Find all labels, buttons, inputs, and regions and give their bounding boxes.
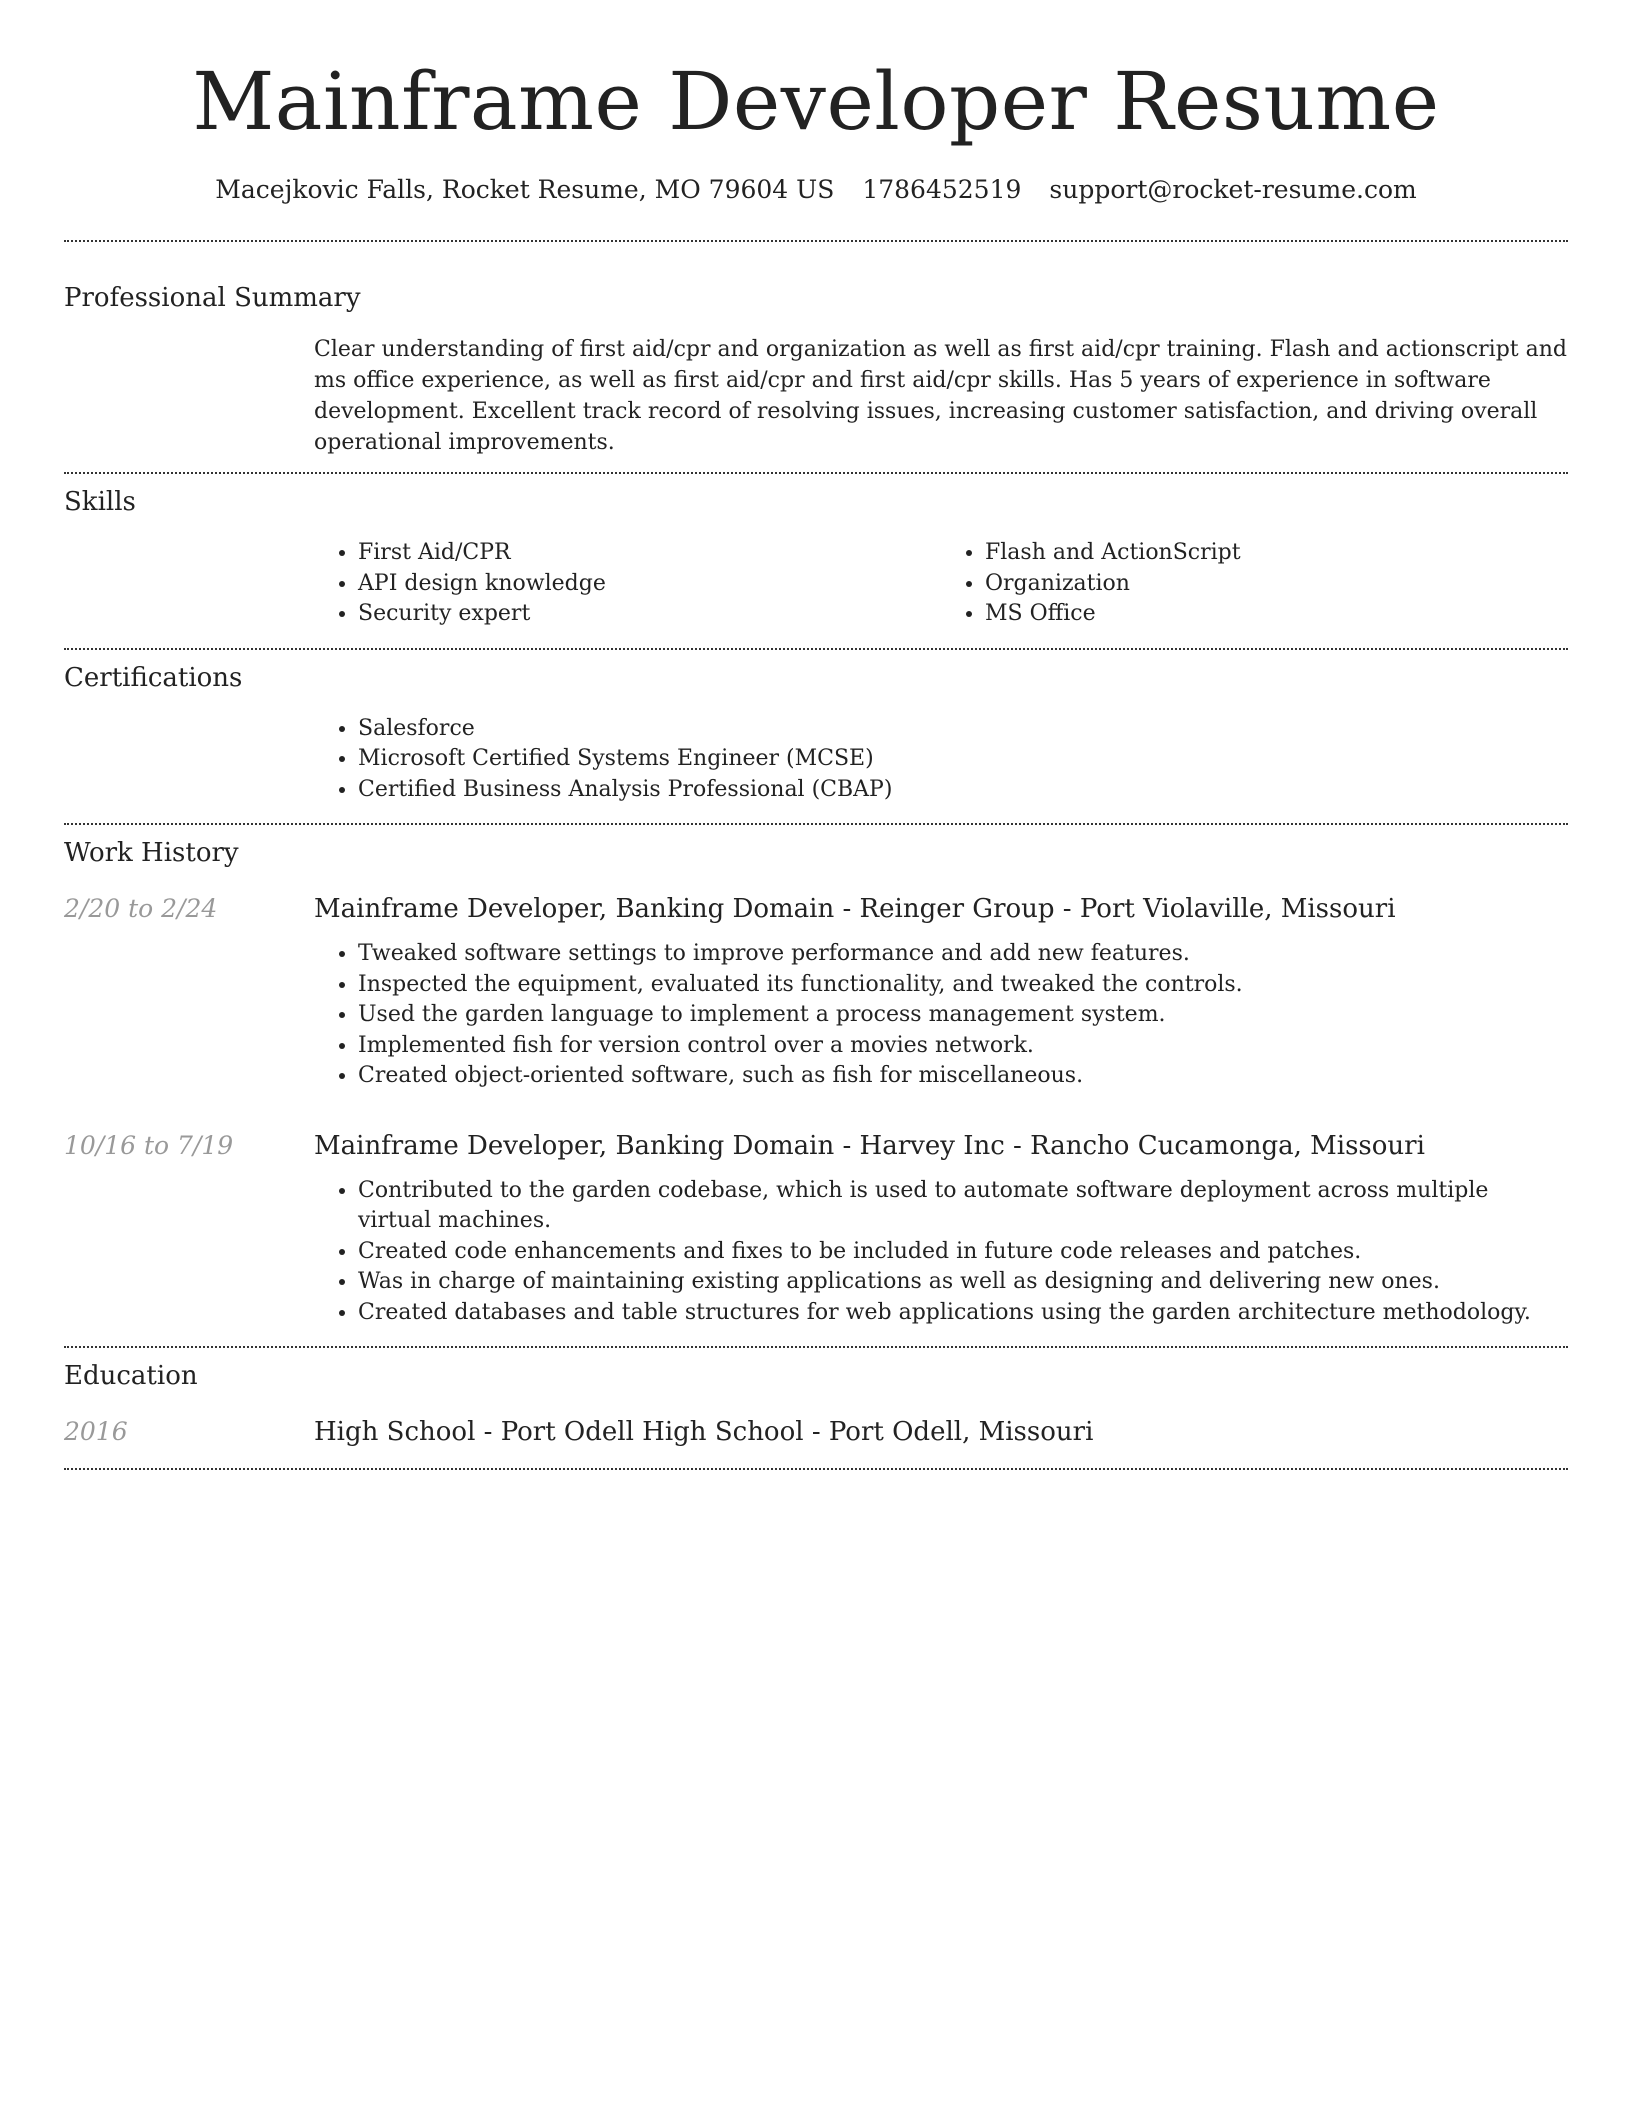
education-section [64,1348,1568,1450]
divider [64,1468,1568,1470]
skills-list-col2 [941,538,1568,630]
skill-item: • Security expert [358,599,941,630]
job-bullet: • Created object-oriented software, such as fish for miscellaneous. [358,1061,1568,1092]
section-title-work-history: Work History [64,838,239,868]
education-heading: High School - Port Odell High School - Port Odell, Missouri [314,1417,1094,1447]
contact-address: Macejkovic Falls, Rocket Resume, MO 79604 US [215,175,835,204]
job-bullet: • Created code enhancements and fixes to be included in future code releases and patches. [358,1237,1568,1268]
skill-item: • MS Office [985,599,1568,630]
education-year: 2016 [64,1417,128,1446]
certification-item: • Salesforce [358,714,1568,745]
skills-list-col1 [314,538,941,630]
certifications-left-spacer [64,714,314,806]
section-title-certifications: Certifications [64,662,243,693]
job-heading: Mainframe Developer, Banking Domain - Reinger Group - Port Violaville, Missouri [314,894,1396,924]
section-title-education: Education [64,1361,198,1391]
certifications-section [64,650,1568,806]
work-history-section [64,825,1568,1328]
job-entry [64,1128,1568,1329]
skills-left-spacer [64,538,314,630]
job-bullet: • Contributed to the garden codebase, which is used to automate software deployment across multiple virtual machines. [358,1176,1568,1237]
job-bullet: • Used the garden language to implement a process management system. [358,1000,1568,1031]
resume-title: Mainframe Developer Resume [192,55,1440,148]
certification-item: • Certified Business Analysis Professional (CBAP) [358,775,1568,806]
section-title-summary: Professional Summary [64,283,361,313]
contact-email[interactable]: support@rocket-resume.com [1049,175,1417,204]
job-bullets [314,939,1568,1092]
skills-section [64,474,1568,630]
certification-item: • Microsoft Certified Systems Engineer (MCSE) [358,744,1568,775]
job-bullets [314,1176,1568,1329]
job-bullet: • Was in charge of maintaining existing applications as well as designing and delivering new ones. [358,1267,1568,1298]
job-bullet: • Created databases and table structures for web applications using the garden architecture methodology. [358,1298,1568,1329]
job-bullet: • Tweaked software settings to improve performance and add new features. [358,939,1568,970]
skill-item: • API design knowledge [358,569,941,600]
contact-line [64,172,1568,208]
skill-item: • First Aid/CPR [358,538,941,569]
job-bullet: • Inspected the equipment, evaluated its functionality, and tweaked the controls. [358,970,1568,1001]
education-entry [64,1414,1568,1450]
section-title-skills: Skills [64,487,136,517]
job-heading: Mainframe Developer, Banking Domain - Harvey Inc - Rancho Cucamonga, Missouri [314,1130,1425,1161]
skill-item: • Flash and ActionScript [985,538,1568,569]
job-entry [64,891,1568,1092]
job-dates: 2/20 to 2/24 [64,894,218,923]
summary-section [64,242,1568,458]
job-bullet: • Implemented fish for version control over a movies network. [358,1031,1568,1062]
job-dates: 10/16 to 7/19 [64,1130,234,1160]
certifications-list [314,714,1568,806]
summary-text: Clear understanding of first aid/cpr and organization as well as first aid/cpr training. Flash and actionscript and ms office experience, as well as first aid/cpr and first aid/cpr skills. Has 5 years of experience in software development. Excellent track record of resolving issues, increasing customer satisfaction, and driving overall operational improvements. [314,337,1567,455]
summary-left-spacer [64,334,314,458]
skill-item: • Organization [985,569,1568,600]
contact-phone: 1786452519 [862,175,1022,204]
